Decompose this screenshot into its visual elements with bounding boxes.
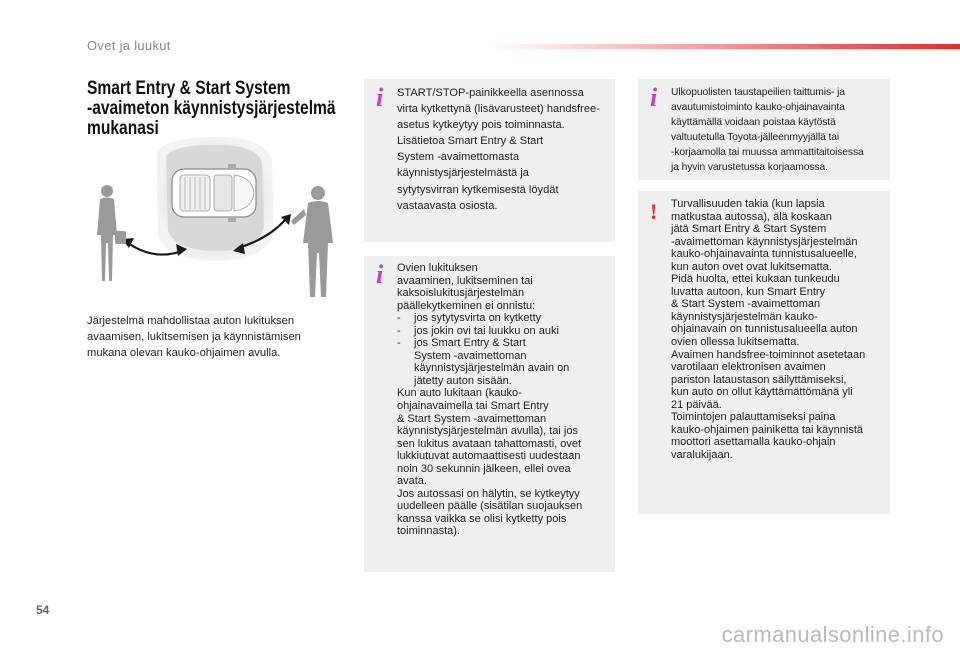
text-line: vastaavasta osiosta. (397, 199, 498, 212)
info-box-text (671, 85, 884, 176)
list-item-text: käynnistysjärjestelmän avain on (414, 362, 570, 375)
text-line: lukkiutuvat automaattisesti uudestaan (397, 450, 581, 463)
warning-icon: ! (650, 199, 658, 224)
text-line: varalukijaan. (671, 448, 733, 461)
text-line: luvatta autoon, kun Smart Entry (671, 285, 826, 298)
text-line: Lisätietoa Smart Entry & Start (397, 135, 544, 148)
title-line: Smart Entry & Start System (87, 78, 291, 99)
text-line: ovien ollessa lukitsematta. (671, 336, 800, 349)
info-box-mirror-folding (638, 79, 890, 180)
title-line: -avaimeton käynnistysjärjestelmä (87, 98, 336, 119)
warning-box-text (671, 198, 884, 461)
page-title (87, 78, 336, 139)
person-man-icon (291, 186, 333, 297)
text-line: matkustaa autossa), älä koskaan (671, 210, 832, 223)
list-item-text: System -avaimettoman (414, 349, 527, 362)
text-line: sen lukitus avataan tahattomasti, ovet (397, 437, 582, 450)
text-line: Kun auto lukitaan (kauko- (397, 387, 522, 400)
text-line: virta kytkettynä (lisävarusteet) handsfree- (397, 103, 600, 116)
text-line: START/STOP-painikkeella asennossa (397, 87, 584, 99)
list-item-text: jos sytytysvirta on kytketty (414, 312, 542, 325)
text-line: käyttämällä voidaan poistaa käytöstä (671, 117, 836, 129)
text-line: -korjaamolla tai muussa ammattitaitoisessa (671, 147, 864, 159)
text-line: -avaimettoman käynnistysjärjestelmän (671, 235, 858, 248)
text-line: ohjainavain on tunnistusalueella auton (671, 323, 858, 336)
text-line: jätä Smart Entry & Start System (671, 223, 827, 236)
text-line: käynnistysjärjestelmän avulla), tai jos (397, 425, 578, 438)
text-line: & Start System -avaimettoman (397, 412, 547, 425)
key-detection-illustration (86, 135, 342, 300)
intro-line: avaamisen, lukitsemisen ja käynnistämisen (87, 331, 301, 343)
list-dash: - (397, 337, 401, 350)
text-line: Avaimen handsfree-toiminnot asetetaan (671, 348, 866, 361)
info-icon: i (376, 83, 384, 112)
text-line: käynnistysjärjestelmän kauko- (671, 310, 818, 323)
text-line: & Start System -avaimettoman (671, 298, 821, 311)
intro-line: Järjestelmä mahdollistaa auton lukituksen (87, 315, 295, 327)
page-number: 54 (36, 603, 50, 617)
warning-box-safety (638, 191, 890, 514)
text-line: moottori asettamalla kauko-ohjain (671, 436, 836, 449)
text-line: kaksoislukitusjärjestelmän (397, 287, 525, 300)
text-line: kun auto on ollut käyttämättömänä yli (671, 386, 853, 399)
text-line: varotilaan elektronisen avaimen (671, 361, 826, 374)
text-line: avata. (397, 475, 427, 488)
info-icon: i (376, 260, 384, 289)
text-line: Turvallisuuden takia (kun lapsia (671, 198, 825, 210)
text-line: uudelleen päälle (sisätilan suojauksen (397, 500, 583, 513)
text-line: System -avaimettomasta (397, 151, 520, 164)
text-line: toiminnasta). (397, 525, 460, 538)
list-item (397, 325, 609, 338)
text-line: päällekytkeminen ei onnistu: (397, 299, 536, 312)
text-line: kauko-ohjainavainta tunnistusalueelle, (671, 248, 857, 261)
info-box-locking (364, 256, 615, 572)
text-line: käynnistysjärjestelmästä ja (397, 167, 529, 180)
text-line: ja hyvin varustetussa korjaamossa. (671, 162, 828, 174)
text-line: asetus kytkeytyy pois toiminnasta. (397, 119, 565, 132)
list-dash: - (397, 324, 401, 337)
list-item-text: jätetty auton sisään. (414, 374, 512, 387)
text-line: sytytysvirran kytkemisestä löydät (397, 183, 559, 196)
list-item (397, 337, 609, 387)
info-icon: i (650, 83, 658, 112)
text-line: Ovien lukituksen (397, 262, 478, 274)
watermark: carmanualsonline.info (721, 622, 944, 647)
text-line: Pidä huolta, ettei kukaan tunkeudu (671, 273, 840, 286)
text-line: noin 30 sekunnin jälkeen, ellei ovea (397, 462, 571, 475)
person-woman-icon (97, 185, 126, 281)
text-line: 21 päivää. (671, 398, 722, 411)
list-item-text: jos Smart Entry & Start (414, 337, 526, 350)
text-line: pariston lataustason säilyttämiseksi, (671, 373, 847, 386)
title-line: mukanasi (87, 118, 159, 139)
car-top-view-icon (172, 164, 256, 222)
intro-line: mukana olevan kauko-ohjaimen avulla. (87, 347, 281, 359)
list-item (397, 312, 609, 325)
text-line: avautumistoiminto kauko-ohjainavainta (671, 102, 845, 114)
text-line: valtuutetulla Toyota-jälleenmyyjällä tai (671, 132, 840, 144)
text-line: avaaminen, lukitseminen tai (397, 274, 533, 287)
text-line: ohjainavaimella tai Smart Entry (397, 400, 549, 413)
info-box-text (397, 262, 609, 538)
info-box-start-stop (364, 79, 615, 242)
text-line: Jos autossasi on hälytin, se kytkeytyy (397, 487, 580, 500)
section-title: Ovet ja luukut (87, 38, 171, 53)
text-line: kun auton ovet ovat lukitsematta. (671, 260, 832, 273)
info-box-text (397, 85, 609, 214)
text-line: kanssa vaikka se olisi kytketty pois (397, 512, 567, 525)
text-line: Toimintojen palauttamiseksi paina (671, 411, 836, 424)
list-dash: - (397, 312, 401, 325)
intro-paragraph (87, 313, 352, 361)
list-item-text: jos jokin ovi tai luukku on auki (414, 324, 559, 337)
text-line: Ulkopuolisten taustapeilien taittumis- ja (671, 87, 845, 98)
text-line: kauko-ohjaimen painiketta tai käynnistä (671, 423, 864, 436)
header-accent-bar (490, 44, 960, 49)
